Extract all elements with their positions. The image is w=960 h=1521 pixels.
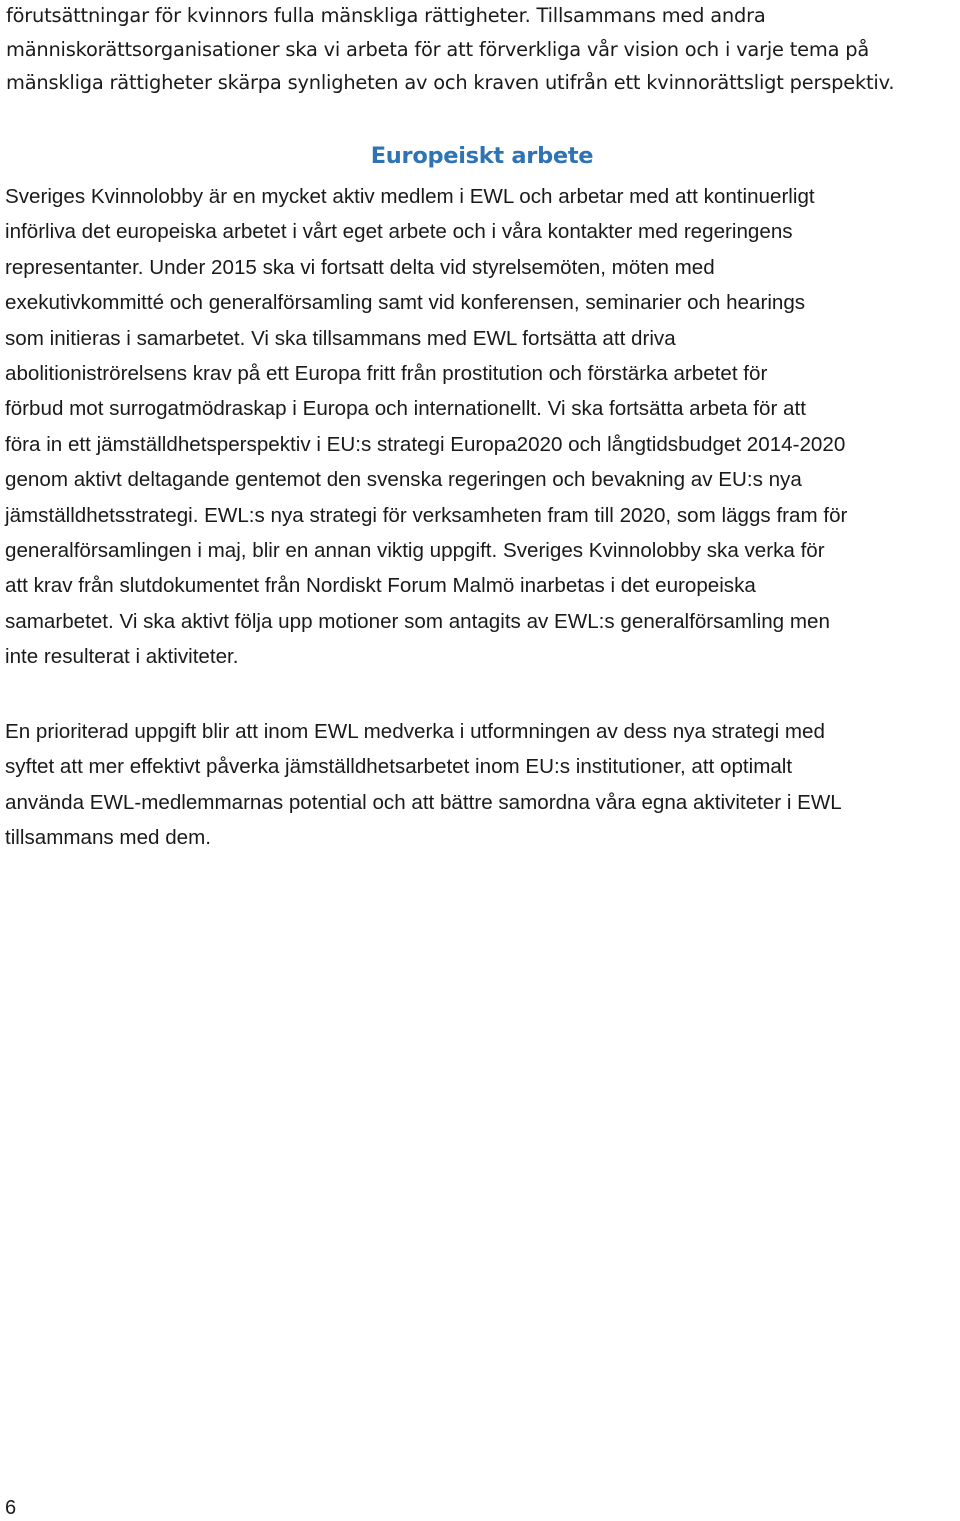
section-heading: Europeiskt arbete bbox=[370, 143, 594, 169]
intro-line: människorättsorganisationer ska vi arbeta för att förverkliga vår vision och i varje tema på bbox=[6, 37, 870, 61]
intro-line: mänskliga rättigheter skärpa synligheten av och kraven utifrån ett kvinnorättsligt perspektiv. bbox=[6, 71, 895, 94]
paragraph-line: tillsammans med dem. bbox=[5, 826, 211, 850]
paragraph-line: abolitioniströrelsens krav på ett Europa fritt från prostitution och förstärka arbetet för bbox=[5, 362, 768, 386]
paragraph-line: inte resulterat i aktiviteter. bbox=[5, 645, 239, 669]
paragraph-line: exekutivkommitté och generalförsamling samt vid konferensen, seminarier och hearings bbox=[5, 291, 806, 315]
paragraph-europeiskt-arbete bbox=[5, 179, 960, 675]
intro-line: förutsättningar för kvinnors fulla mänskliga rättigheter. Tillsammans med andra bbox=[6, 4, 766, 27]
paragraph-line: generalförsamlingen i maj, blir en annan viktig uppgift. Sveriges Kvinnolobby ska verka för bbox=[5, 539, 825, 563]
paragraph-line: syftet att mer effektivt påverka jämställdhetsarbetet inom EU:s institutioner, att optimalt bbox=[5, 755, 793, 779]
paragraph-line: En prioriterad uppgift blir att inom EWL medverka i utformningen av dess nya strategi med bbox=[5, 720, 825, 743]
page-number: 6 bbox=[5, 1497, 17, 1519]
paragraph-line: som initieras i samarbetet. Vi ska tillsammans med EWL fortsätta att driva bbox=[5, 326, 676, 350]
paragraph-line: jämställdhetsstrategi. EWL:s nya strategi för verksamheten fram till 2020, som läggs fram för bbox=[5, 503, 848, 527]
paragraph-line: representanter. Under 2015 ska vi fortsatt delta vid styrelsemöten, möten med bbox=[5, 255, 715, 279]
intro-paragraph bbox=[6, 0, 956, 100]
paragraph-line: förbud mot surrogatmödraskap i Europa och internationellt. Vi ska fortsätta arbeta för att bbox=[5, 397, 806, 421]
paragraph-line: genom aktivt deltagande gentemot den svenska regeringen och bevakning av EU:s nya bbox=[5, 468, 802, 492]
paragraph-line: att krav från slutdokumentet från Nordiskt Forum Malmö inarbetas i det europeiska bbox=[5, 574, 756, 598]
paragraph-line: Sveriges Kvinnolobby är en mycket aktiv medlem i EWL och arbetar med att kontinuerligt bbox=[5, 185, 815, 208]
paragraph-line: samarbetet. Vi ska aktivt följa upp motioner som antagits av EWL:s generalförsamling men bbox=[5, 609, 830, 633]
paragraph-line: använda EWL-medlemmarnas potential och att bättre samordna våra egna aktiviteter i EWL bbox=[5, 790, 842, 814]
paragraph-prioriterad-uppgift bbox=[5, 714, 960, 856]
paragraph-line: införliva det europeiska arbetet i vårt eget arbete och i våra kontakter med regeringens bbox=[5, 220, 793, 244]
paragraph-line: föra in ett jämställdhetsperspektiv i EU:s strategi Europa2020 och långtidsbudget 2014-2020 bbox=[5, 432, 846, 456]
